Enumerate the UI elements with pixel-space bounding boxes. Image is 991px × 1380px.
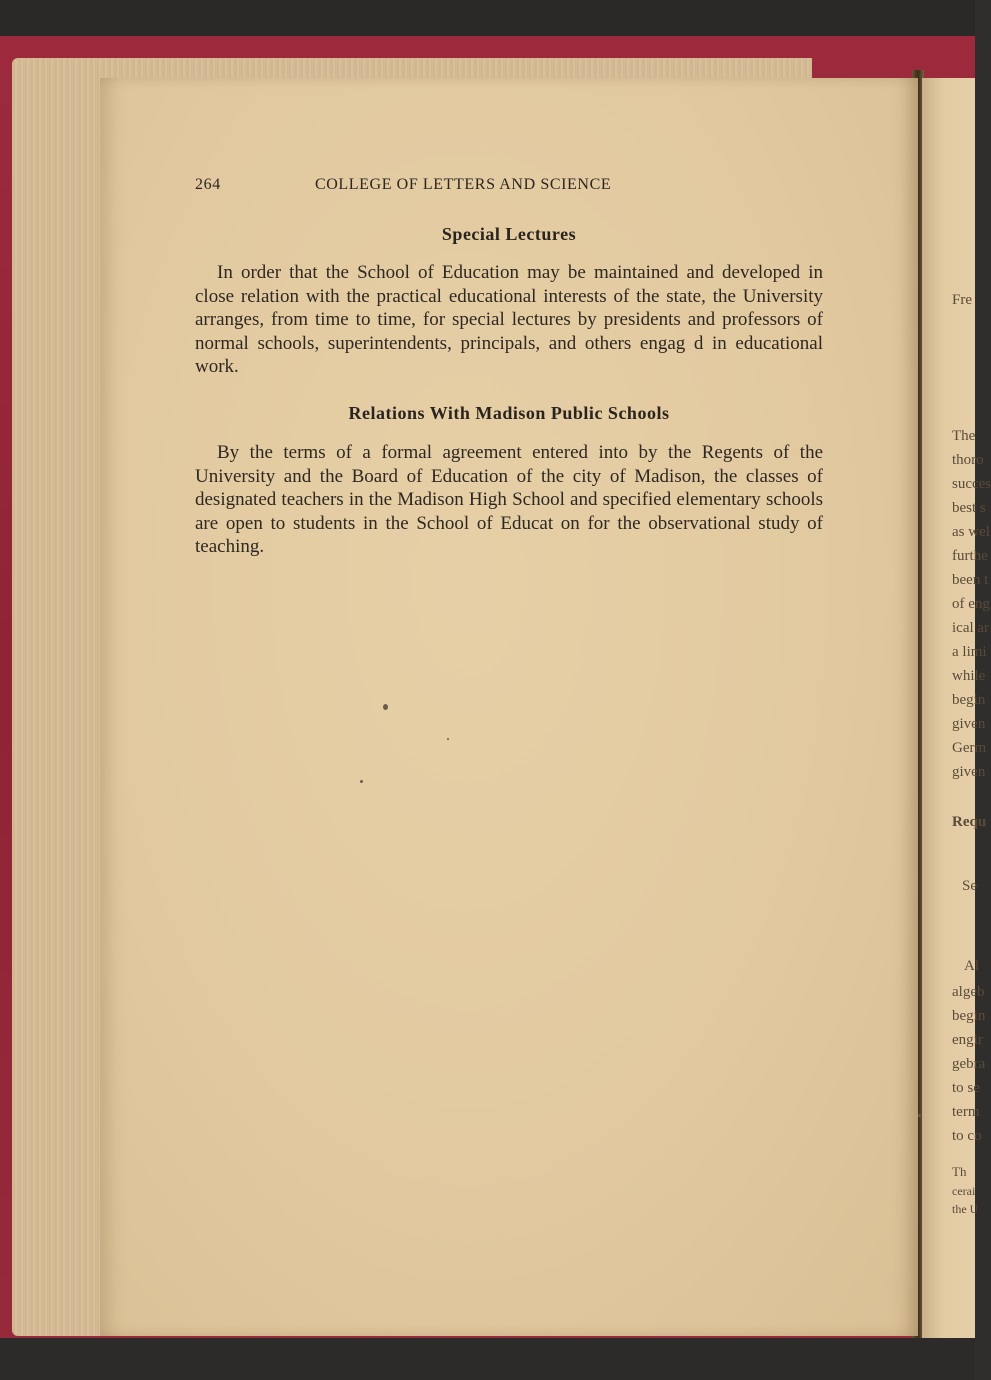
facing-page-fragment: Th bbox=[952, 1164, 967, 1179]
section-heading: Special Lectures bbox=[441, 224, 577, 244]
paper-speck bbox=[360, 780, 363, 783]
facing-page bbox=[922, 78, 991, 1340]
facing-page-fragment: engir bbox=[952, 1032, 983, 1048]
facing-page-fragment: algeb bbox=[952, 984, 985, 1000]
facing-page-fragment: begin bbox=[952, 1008, 986, 1024]
scan-background-bottom bbox=[0, 1338, 975, 1380]
facing-page-fragment: Fre bbox=[952, 292, 972, 308]
facing-page-fragment: term bbox=[952, 1104, 980, 1120]
facing-page-fragment: Requ bbox=[952, 814, 987, 830]
scan-background-top bbox=[0, 0, 975, 40]
facing-page-fragment: gebra bbox=[952, 1056, 986, 1072]
paper-speck bbox=[918, 1114, 921, 1117]
facing-page-fragment: furthe bbox=[952, 548, 988, 564]
running-head-title: COLLEGE OF LETTERS AND SCIENCE bbox=[315, 176, 612, 193]
facing-page-fragment: given bbox=[952, 764, 986, 780]
facing-page-fragment: the U bbox=[952, 1202, 979, 1216]
facing-page-fragment: Germ bbox=[952, 740, 987, 756]
facing-page-fragment: cerai bbox=[952, 1184, 976, 1198]
facing-page-fragment: while bbox=[952, 668, 986, 684]
facing-page-fragment: a limi bbox=[952, 644, 987, 660]
facing-page-fragment: thoro bbox=[952, 452, 984, 468]
facing-page-fragment: Se bbox=[962, 878, 977, 894]
paper-speck bbox=[447, 738, 449, 740]
facing-page-fragment: as wel bbox=[952, 524, 990, 540]
facing-page-fragment: Al bbox=[964, 958, 979, 974]
section-paragraph: In order that the School of Education may be maintained and developed in close relation with the practical educational interests of the state, the University arranges, from time to time, for special lectures by presidents and professors of normal schools, superintendents, principals, and others engag d in educational work. bbox=[195, 262, 823, 378]
page-number: 264 bbox=[195, 176, 221, 193]
paper-speck bbox=[383, 704, 388, 710]
section-paragraph: By the terms of a formal agreement entered into by the Regents of the University and the Board of Education of the city of Madison, the classes of designated teachers in the Madison High School and specified elementary schools are open to students in the School of Educat on for the observational study of teaching. bbox=[195, 442, 823, 558]
facing-page-fragment: begin bbox=[952, 692, 986, 708]
facing-page-fragment: given bbox=[952, 716, 986, 732]
facing-page-fragment: ical ar bbox=[952, 620, 990, 636]
facing-page-fragment: of eng bbox=[952, 596, 990, 612]
running-header bbox=[195, 176, 825, 198]
facing-page-fragment: to se bbox=[952, 1080, 980, 1096]
facing-page-fragment: to co bbox=[952, 1128, 982, 1144]
facing-page-fragment: succes bbox=[952, 476, 991, 492]
facing-page-fragment: been t bbox=[952, 572, 989, 588]
section-heading: Relations With Madison Public Schools bbox=[348, 403, 670, 423]
facing-page-fragment: best s bbox=[952, 500, 986, 516]
facing-page-fragment: The bbox=[952, 428, 976, 444]
